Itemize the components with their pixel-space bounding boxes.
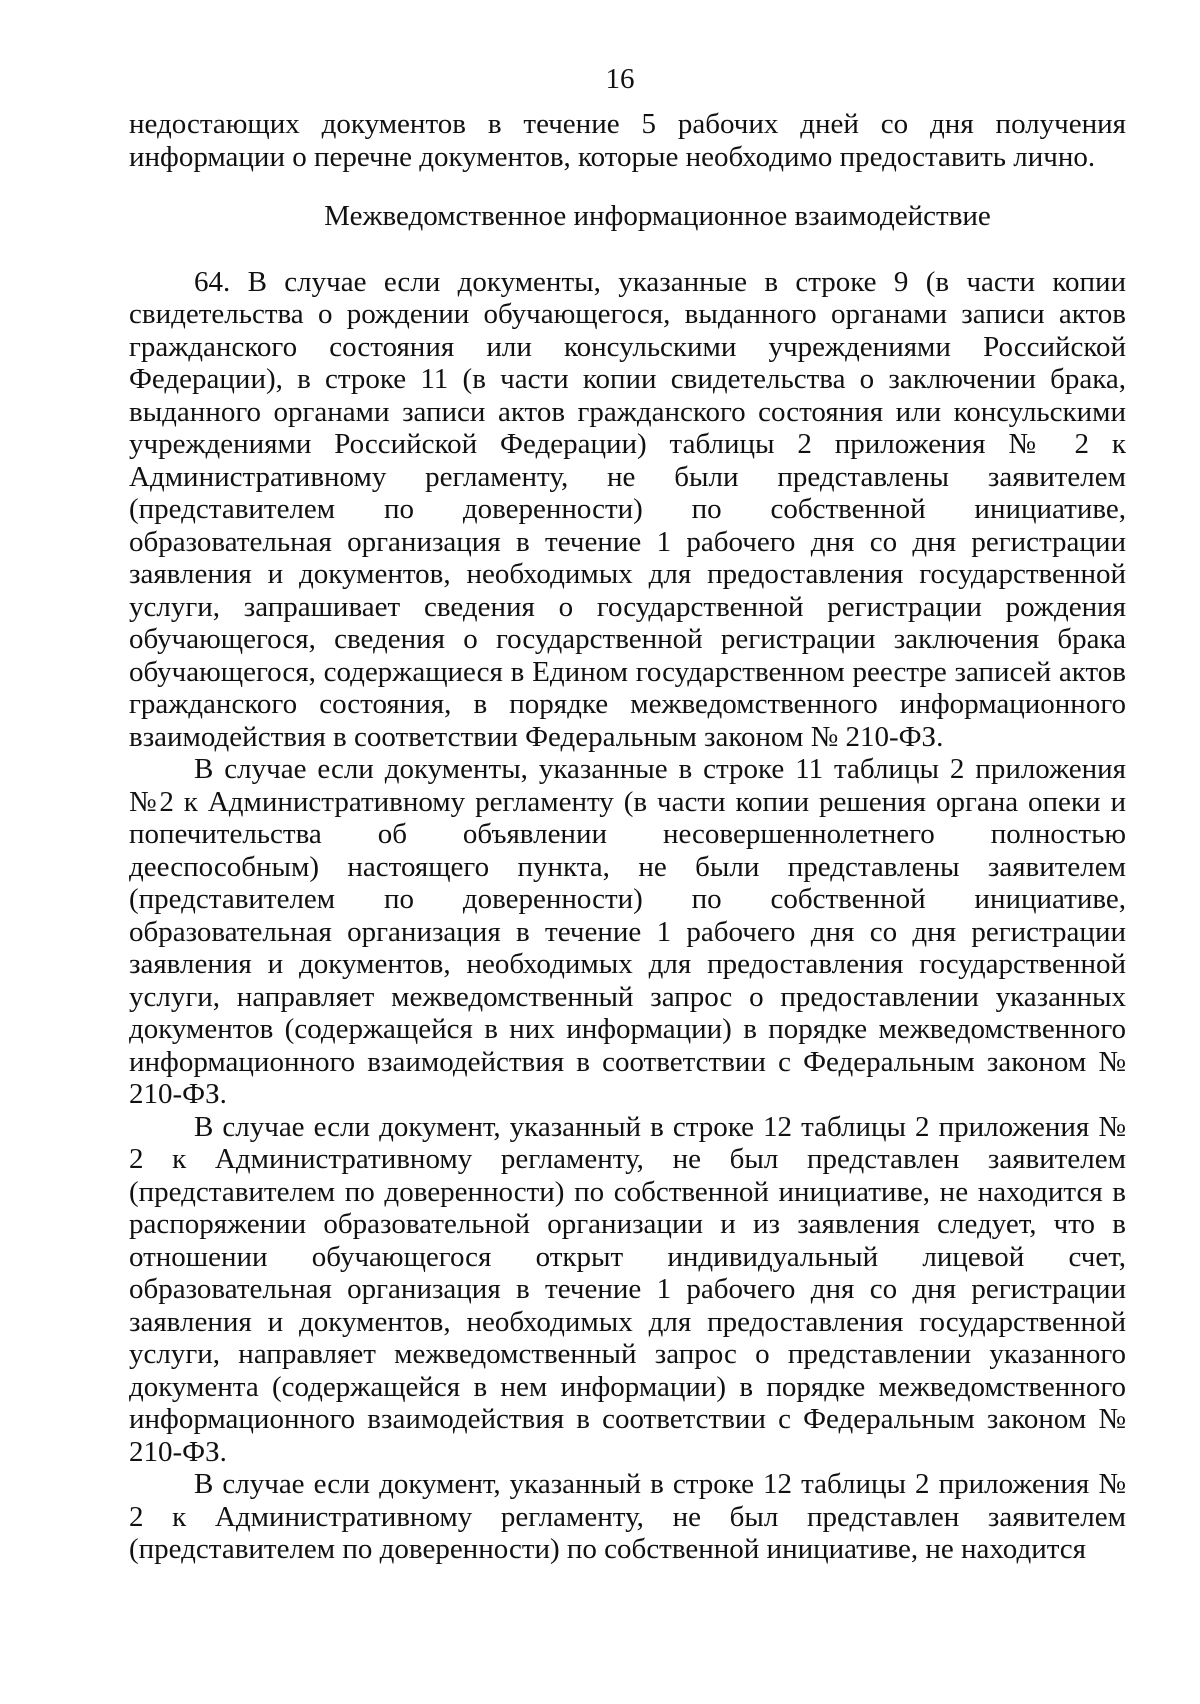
document-body	[129, 108, 1126, 1566]
section-heading: Межведомственное информационное взаимодействие	[324, 200, 991, 232]
page-number: 16	[605, 63, 635, 95]
paragraph-64: 64. В случае если документы, указанные в строке 9 (в части копии свидетельства о рождении обучающегося, выданного органами записи актов гражданского состояния или консульскими учреждениями Российской Федерации), в строке 11 (в части копии свидетельства о заключении брака, выданного органами записи актов гражданского состояния или консульскими учреждениями Российской Федерации) таблицы 2 приложения № 2 к Административному регламенту, не были представлены заявителем (представителем по доверенности) по собственной инициативе, образовательная организация в течение 1 рабочего дня со дня регистрации заявления и документов, необходимых для предоставления государственной услуги, запрашивает сведения о государственной регистрации рождения обучающегося, сведения о государственной регистрации заключения брака обучающегося, содержащиеся в Едином государственном реестре записей актов гражданского состояния, в порядке межведомственного информационного взаимодействия в соответствии Федеральным законом № 210-ФЗ.	[129, 265, 1126, 753]
paragraph-continuation: недостающих документов в течение 5 рабочих дней со дня получения информации о перечне документов, которые необходимо предоставить лично.	[129, 108, 1126, 173]
paragraph-personal-account-request: В случае если документ, указанный в строке 12 таблицы 2 приложения № 2 к Административному регламенту, не был представлен заявителем (представителем по доверенности) по собственной инициативе, не находится в распоряжении образовательной организации и из заявления следует, что в отношении обучающегося открыт индивидуальный лицевой счет, образовательная организация в течение 1 рабочего дня со дня регистрации заявления и документов, необходимых для предоставления государственной услуги, направляет межведомственный запрос о представлении указанного документа (содержащейся в нем информации) в порядке межведомственного информационного взаимодействия в соответствии с Федеральным законом № 210-ФЗ.	[129, 1110, 1126, 1468]
paragraph-personal-account-continued: В случае если документ, указанный в строке 12 таблицы 2 приложения № 2 к Административному регламенту, не был представлен заявителем (представителем по доверенности) по собственной инициативе, не находится	[129, 1468, 1126, 1565]
paragraph-guardianship-request: В случае если документы, указанные в строке 11 таблицы 2 приложения №2 к Административному регламенту (в части копии решения органа опеки и попечительства об объявлении несовершеннолетнего полностью дееспособным) настоящего пункта, не были представлены заявителем (представителем по доверенности) по собственной инициативе, образовательная организация в течение 1 рабочего дня со дня регистрации заявления и документов, необходимых для предоставления государственной услуги, направляет межведомственный запрос о предоставлении указанных документов (содержащейся в них информации) в порядке межведомственного информационного взаимодействия в соответствии с Федеральным законом № 210-ФЗ.	[129, 753, 1126, 1110]
